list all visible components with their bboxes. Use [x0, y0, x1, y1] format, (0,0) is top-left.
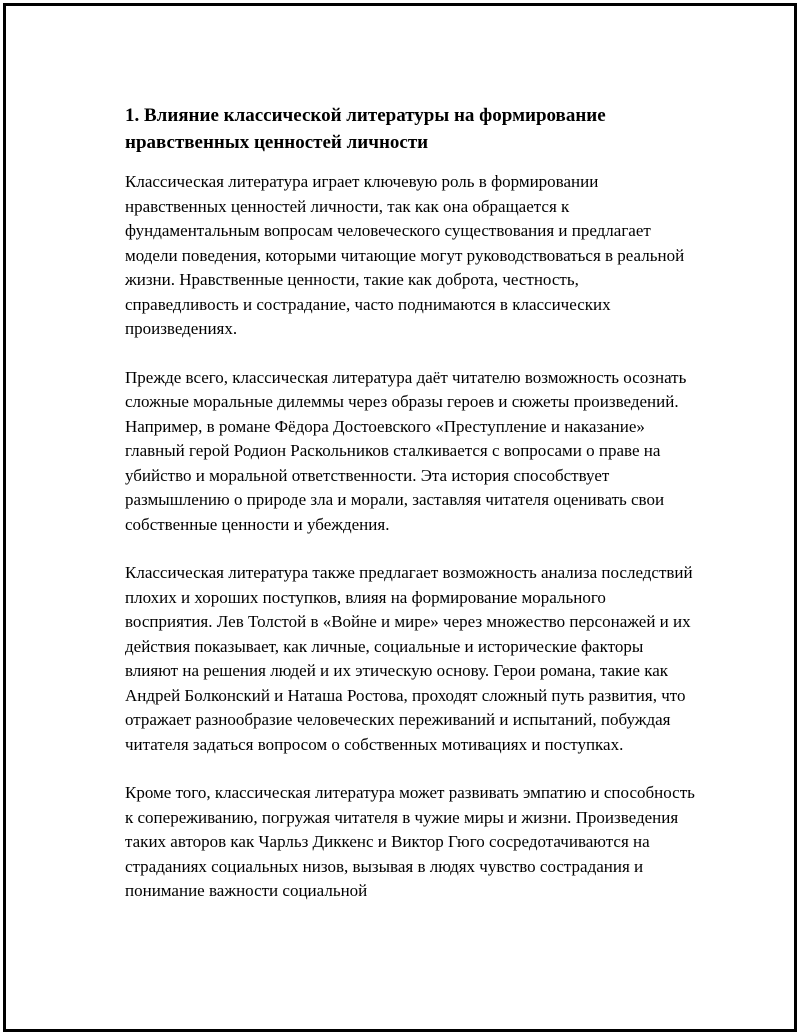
paragraph: Классическая литература играет ключевую роль в формировании нравственных ценностей личности, так как она обращается к фундаментальным вопросам человеческого существования и предлагает модели поведения, которыми читающие могут руководствоваться в реальной жизни. Нравственные ценности, такие как доброта, честность, справедливость и сострадание, часто поднимаются в классических произведениях.	[125, 172, 685, 338]
document-content	[125, 102, 695, 928]
paragraph: Классическая литература также предлагает возможность анализа последствий плохих и хороших поступков, влияя на формирование морального восприятия. Лев Толстой в «Войне и мире» через множество персонажей и их действия показывает, как личные, социальные и исторические факторы влияют на решения людей и их этическую основу. Герои романа, такие как Андрей Болконский и Наташа Ростова, проходят сложный путь развития, что отражает разнообразие человеческих переживаний и испытаний, побуждая читателя задаться вопросом о собственных мотивациях и поступках.	[125, 563, 693, 754]
page-frame	[3, 3, 797, 1032]
paragraph: Кроме того, классическая литература может развивать эмпатию и способность к сопереживанию, погружая читателя в чужие миры и жизни. Произведения таких авторов как Чарльз Диккенс и Виктор Гюго сосредотачиваются на страданиях социальных низов, вызывая в людях чувство сострадания и понимание важности социальной	[125, 783, 695, 900]
section-heading: 1. Влияние классической литературы на формирование нравственных ценностей личности	[125, 105, 606, 153]
paragraph: Прежде всего, классическая литература даёт читателю возможность осознать сложные моральные дилеммы через образы героев и сюжеты произведений. Например, в романе Фёдора Достоевского «Преступление и наказание» главный герой Родион Раскольников сталкивается с вопросами о праве на убийство и моральной ответственности. Эта история способствует размышлению о природе зла и морали, заставляя читателя оценивать свои собственные ценности и убеждения.	[125, 367, 687, 534]
